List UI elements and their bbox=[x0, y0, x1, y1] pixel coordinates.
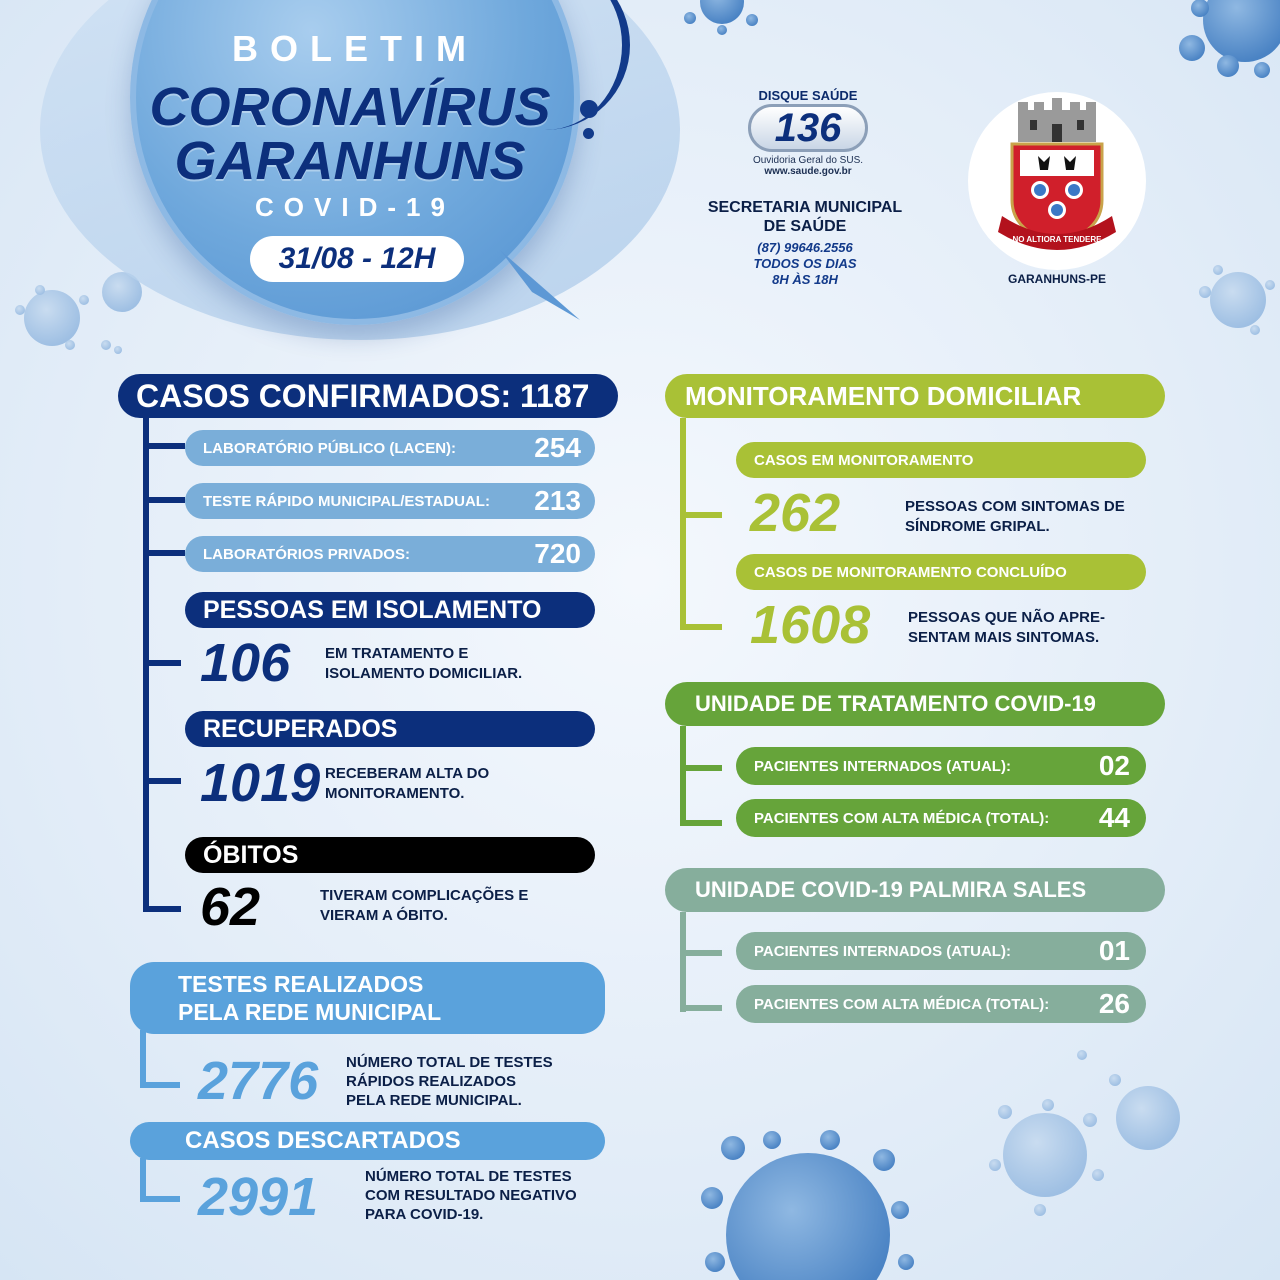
crest-caption: GARANHUNS-PE bbox=[1007, 272, 1106, 286]
em-monitoramento-desc-line1: PESSOAS COM SINTOMAS DE bbox=[905, 498, 1125, 515]
descartados-value: 2991 bbox=[198, 1167, 319, 1227]
connector-line bbox=[680, 912, 686, 1012]
connector-line bbox=[680, 726, 686, 826]
testes-header-line2: PELA REDE MUNICIPAL bbox=[178, 999, 442, 1025]
connector-line bbox=[680, 418, 686, 630]
connector-line bbox=[143, 778, 181, 784]
secretaria-days: TODOS OS DIAS bbox=[753, 256, 857, 271]
palmira-alta-value: 26 bbox=[1098, 988, 1130, 1019]
recuperados-desc-line2: MONITORAMENTO. bbox=[325, 785, 465, 802]
descartados-desc-line1: NÚMERO TOTAL DE TESTES bbox=[365, 1168, 572, 1185]
monitoramento-header: MONITORAMENTO DOMICILIAR bbox=[665, 374, 1165, 418]
obitos-value: 62 bbox=[200, 877, 261, 937]
ouvidoria-site: www.saude.gov.br bbox=[764, 166, 852, 177]
obitos-desc-line2: VIERAM A ÓBITO. bbox=[320, 907, 448, 924]
ouvidoria-line: Ouvidoria Geral do SUS. bbox=[752, 155, 864, 166]
casos-descartados-header: CASOS DESCARTADOS bbox=[130, 1122, 605, 1160]
disque-saude-label: DISQUE SAÚDE bbox=[758, 88, 858, 103]
connector-line bbox=[680, 820, 722, 826]
teste-rapido-row bbox=[185, 483, 595, 519]
decor-dot bbox=[583, 128, 594, 139]
monitoramento-concluido-value: 1608 bbox=[750, 595, 871, 655]
connector-line bbox=[143, 443, 185, 449]
testes-description bbox=[346, 1053, 553, 1110]
lacen-value: 254 bbox=[534, 432, 581, 463]
isolamento-header: PESSOAS EM ISOLAMENTO bbox=[185, 592, 595, 628]
connector-line bbox=[680, 1005, 722, 1011]
lacen-row bbox=[185, 430, 595, 466]
palmira-internados-label: PACIENTES INTERNADOS (ATUAL): bbox=[754, 942, 1011, 960]
palmira-sales-header: UNIDADE COVID-19 PALMIRA SALES bbox=[665, 868, 1165, 912]
connector-line bbox=[143, 660, 181, 666]
virus-icon bbox=[1199, 265, 1275, 335]
virus-icon bbox=[1179, 0, 1280, 78]
unidade-tratamento-header: UNIDADE DE TRATAMENTO COVID-19 bbox=[665, 682, 1165, 726]
testes-realizados-header bbox=[130, 962, 605, 1034]
testes-desc-line1: NÚMERO TOTAL DE TESTES bbox=[346, 1054, 553, 1071]
connector-line bbox=[143, 550, 185, 556]
obitos-description bbox=[320, 886, 528, 926]
casos-em-monitoramento-header: CASOS EM MONITORAMENTO bbox=[736, 442, 1146, 478]
virus-icon bbox=[684, 0, 758, 35]
covid-label: COVID-19 bbox=[255, 192, 455, 222]
testes-desc-line3: PELA REDE MUNICIPAL. bbox=[346, 1092, 522, 1109]
main-title bbox=[140, 77, 560, 191]
virus-icon bbox=[989, 1050, 1180, 1216]
palmira-alta-label: PACIENTES COM ALTA MÉDICA (TOTAL): bbox=[754, 995, 1050, 1013]
secretaria-hours: 8H ÀS 18H bbox=[772, 272, 838, 287]
main-title-line2: GARANHUNS bbox=[174, 131, 526, 191]
crest-logo bbox=[968, 92, 1146, 270]
teste-rapido-label: TESTE RÁPIDO MUNICIPAL/ESTADUAL: bbox=[203, 492, 490, 510]
isolamento-desc-line1: EM TRATAMENTO E bbox=[325, 645, 469, 662]
utc-alta-row bbox=[736, 799, 1146, 837]
utc-alta-value: 44 bbox=[1098, 802, 1130, 833]
secretaria-line1: SECRETARIA MUNICIPAL bbox=[707, 199, 903, 216]
descartados-desc-line2: COM RESULTADO NEGATIVO bbox=[365, 1187, 577, 1204]
boletim-label: BOLETIM bbox=[232, 28, 478, 69]
monitoramento-concluido-description bbox=[908, 608, 1105, 648]
descartados-desc-line3: PARA COVID-19. bbox=[365, 1206, 484, 1223]
utc-internados-row bbox=[736, 747, 1146, 785]
isolamento-description bbox=[325, 644, 522, 684]
laboratorios-privados-row bbox=[185, 536, 595, 572]
utc-alta-label: PACIENTES COM ALTA MÉDICA (TOTAL): bbox=[754, 809, 1050, 827]
em-monitoramento-desc-line2: SÍNDROME GRIPAL. bbox=[905, 518, 1050, 535]
em-monitoramento-value: 262 bbox=[750, 483, 841, 543]
crest-motto: NO ALTIORA TENDERE bbox=[1012, 235, 1102, 244]
connector-line bbox=[680, 765, 722, 771]
recuperados-value: 1019 bbox=[200, 753, 321, 813]
connector-line bbox=[680, 512, 722, 518]
main-title-line1: CORONAVÍRUS bbox=[149, 77, 551, 137]
connector-line bbox=[680, 950, 722, 956]
em-monitoramento-description bbox=[905, 497, 1125, 537]
laboratorios-privados-value: 720 bbox=[534, 538, 581, 569]
laboratorios-privados-label: LABORATÓRIOS PRIVADOS: bbox=[203, 545, 410, 563]
teste-rapido-value: 213 bbox=[534, 485, 581, 516]
concluido-desc-line2: SENTAM MAIS SINTOMAS. bbox=[908, 629, 1100, 646]
connector-line bbox=[680, 624, 722, 630]
obitos-desc-line1: TIVERAM COMPLICAÇÕES E bbox=[320, 887, 529, 904]
recuperados-header: RECUPERADOS bbox=[185, 711, 595, 747]
coat-of-arms-icon bbox=[968, 92, 1146, 270]
concluido-desc-line1: PESSOAS QUE NÃO APRE- bbox=[908, 609, 1105, 626]
isolamento-desc-line2: ISOLAMENTO DOMICILIAR. bbox=[325, 665, 523, 682]
connector-line bbox=[140, 1196, 180, 1202]
utc-internados-value: 02 bbox=[1098, 750, 1130, 781]
disque-saude-number: 136 bbox=[748, 104, 868, 152]
testes-desc-line2: RÁPIDOS REALIZADOS bbox=[346, 1073, 517, 1090]
utc-internados-label: PACIENTES INTERNADOS (ATUAL): bbox=[754, 757, 1011, 775]
date-badge: 31/08 - 12H bbox=[250, 236, 464, 282]
casos-confirmados-header: CASOS CONFIRMADOS: 1187 bbox=[118, 374, 618, 418]
descartados-description bbox=[365, 1167, 577, 1224]
decor-dot bbox=[580, 100, 598, 118]
ouvidoria-text bbox=[740, 155, 876, 177]
obitos-header: ÓBITOS bbox=[185, 837, 595, 873]
secretaria-line2: DE SAÚDE bbox=[763, 218, 847, 235]
testes-value: 2776 bbox=[198, 1051, 319, 1111]
virus-icon bbox=[15, 272, 142, 354]
monitoramento-concluido-header: CASOS DE MONITORAMENTO CONCLUÍDO bbox=[736, 554, 1146, 590]
testes-header-line1: TESTES REALIZADOS bbox=[178, 971, 424, 997]
recuperados-description bbox=[325, 764, 489, 804]
connector-line bbox=[140, 1030, 146, 1088]
lacen-label: LABORATÓRIO PÚBLICO (LACEN): bbox=[203, 439, 457, 457]
connector-line bbox=[143, 497, 185, 503]
connector-line bbox=[140, 1082, 180, 1088]
secretaria-phone: (87) 99646.2556 bbox=[757, 240, 853, 255]
palmira-alta-row bbox=[736, 985, 1146, 1023]
virus-icon bbox=[701, 1130, 914, 1280]
secretaria-contact bbox=[720, 240, 890, 288]
connector-line bbox=[143, 906, 181, 912]
secretaria-title bbox=[690, 198, 920, 236]
palmira-internados-value: 01 bbox=[1098, 935, 1130, 966]
palmira-internados-row bbox=[736, 932, 1146, 970]
recuperados-desc-line1: RECEBERAM ALTA DO bbox=[325, 765, 490, 782]
isolamento-value: 106 bbox=[200, 633, 291, 693]
